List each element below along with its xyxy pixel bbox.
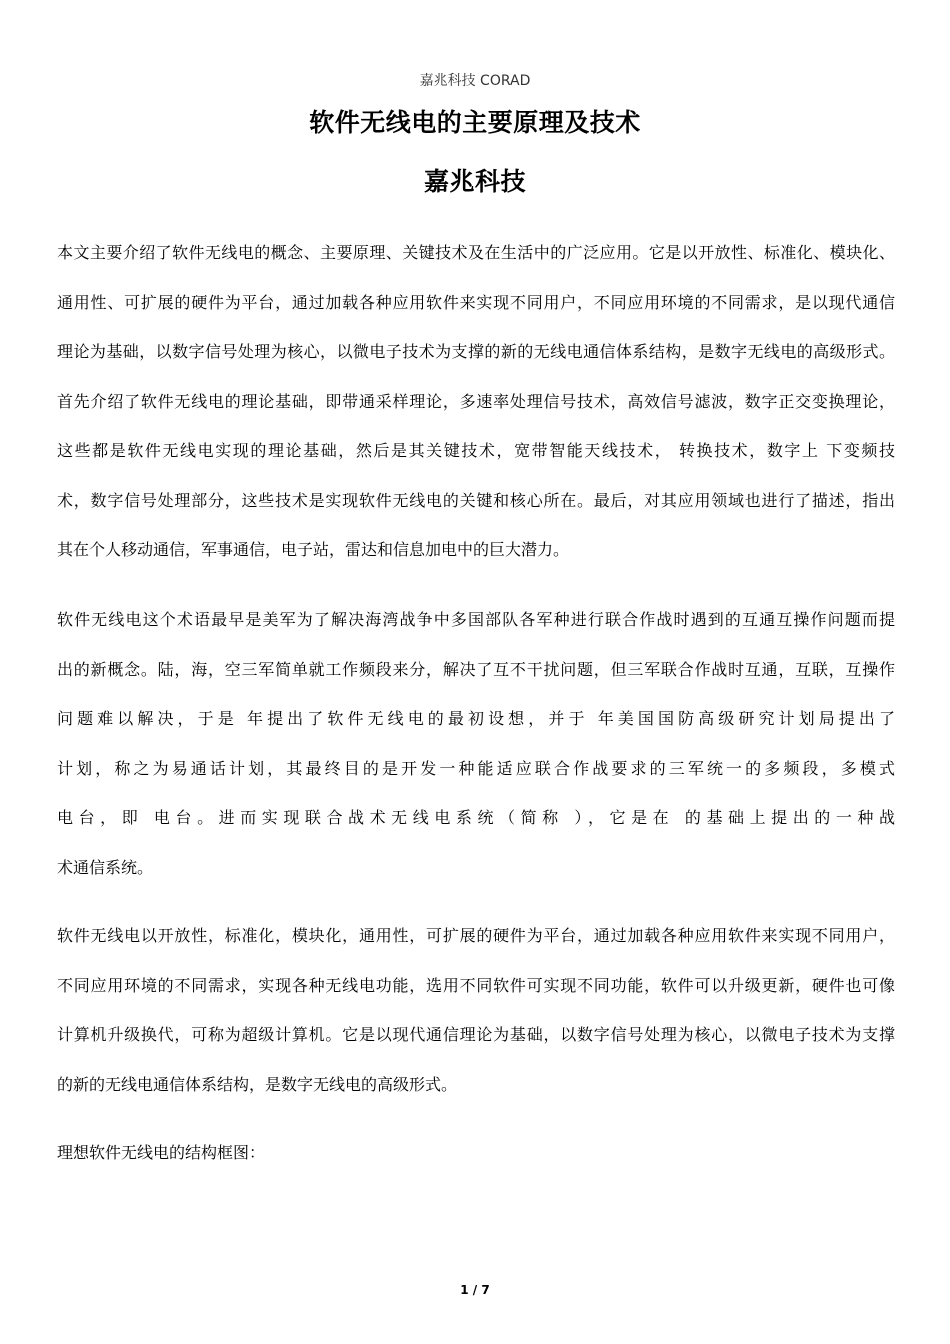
paragraph-definition <box>57 911 895 1109</box>
paragraph-diagram-caption <box>57 1128 895 1178</box>
paragraph-line: 这些都是软件无线电实现的理论基础，然后是其关键技术，宽带智能天线技术， 转换技术，数字上 下变频技 <box>57 441 895 460</box>
paragraph-line: 软件无线电这个术语最早是美军为了解决海湾战争中多国部队各军种进行联合作战时遇到的互通互操作问题而提 <box>57 610 895 629</box>
document-subtitle: 嘉兆科技 <box>423 167 526 196</box>
paragraph-line: 术通信系统。 <box>57 857 154 877</box>
paragraph-line: 的新的无线电通信体系结构，是数字无线电的高级形式。 <box>57 1074 458 1094</box>
paragraph-line: 本文主要介绍了软件无线电的概念、主要原理、关键技术及在生活中的广泛应用。它是以开放性、标准化、模块化、 <box>57 243 895 262</box>
paragraph-line: 理论为基础，以数字信号处理为核心，以微电子技术为支撑的新的无线电通信体系结构，是数字无线电的高级形式。 <box>57 342 895 361</box>
paragraph-abstract <box>57 228 895 575</box>
paragraph-line: 理想软件无线电的结构框图： <box>57 1143 266 1162</box>
document-title: 软件无线电的主要原理及技术 <box>309 108 641 137</box>
paragraph-line: 问题难以解决，于是 年提出了软件无线电的最初设想，并于 年美国国防高级研究计划局提出了 <box>57 709 895 728</box>
paragraph-line: 计算机升级换代，可称为超级计算机。它是以现代通信理论为基础，以数字信号处理为核心，以微电子技术为支撑 <box>57 1025 895 1044</box>
paragraph-line: 其在个人移动通信，军事通信，电子站，雷达和信息加电中的巨大潜力。 <box>57 540 570 559</box>
paragraph-line: 不同应用环境的不同需求，实现各种无线电功能，选用不同软件可实现不同功能，软件可以升级更新，硬件也可像 <box>57 975 895 995</box>
paragraph-line: 软件无线电以开放性，标准化，模块化，通用性，可扩展的硬件为平台，通过加载各种应用软件来实现不同用户， <box>57 926 895 945</box>
paragraph-line: 计划，称之为易通话计划，其最终目的是开发一种能适应联合作战要求的三军统一的多频段，多模式 <box>57 758 895 778</box>
paragraph-history <box>57 595 895 892</box>
page-number: 1 / 7 <box>460 1283 490 1297</box>
paragraph-line: 出的新概念。陆，海，空三军简单就工作频段来分，解决了互不干扰问题，但三军联合作战时互通，互联，互操作 <box>57 659 895 679</box>
page-header: 嘉兆科技 CORAD <box>419 73 531 89</box>
paragraph-line: 首先介绍了软件无线电的理论基础，即带通采样理论，多速率处理信号技术，高效信号滤波，数字正交变换理论， <box>57 391 895 411</box>
paragraph-line: 通用性、可扩展的硬件为平台，通过加载各种应用软件来实现不同用户，不同应用环境的不同需求，是以现代通信 <box>57 292 895 312</box>
paragraph-line: 电台，即 电台。进而实现联合战术无线电系统（简称 ），它是在 的基础上提出的一种战 <box>57 808 895 827</box>
paragraph-line: 术，数字信号处理部分，这些技术是实现软件无线电的关键和核心所在。最后，对其应用领域也进行了描述，指出 <box>57 490 895 510</box>
